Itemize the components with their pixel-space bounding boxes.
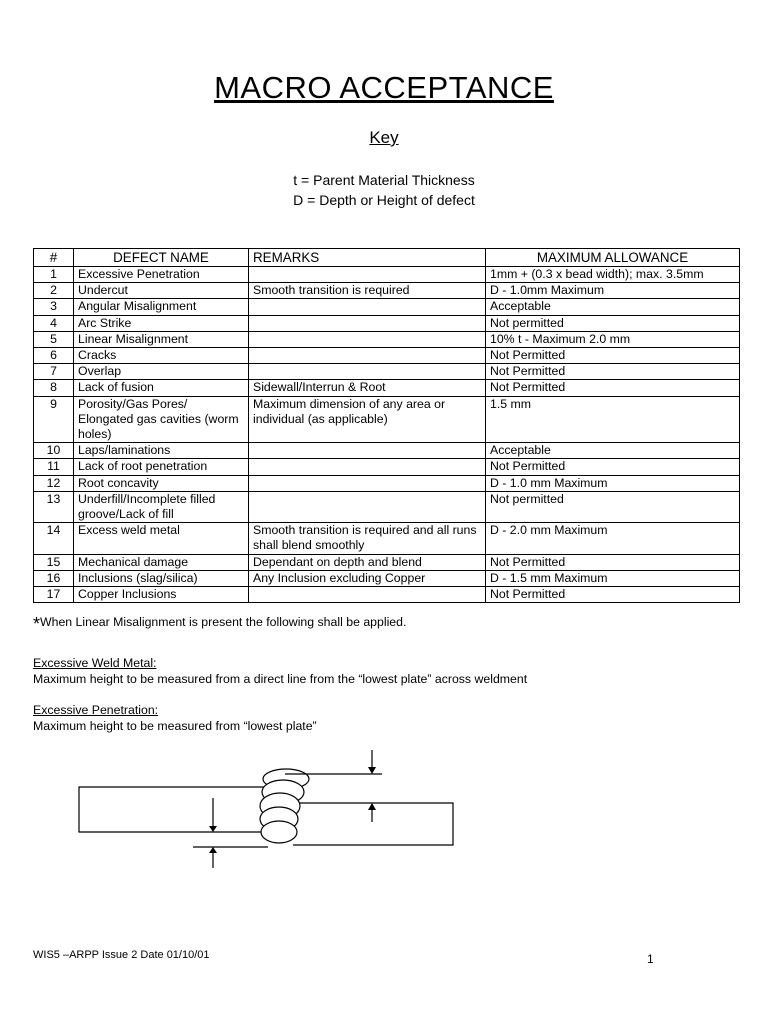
allowance-cell: Not Permitted — [486, 364, 740, 380]
defect-name-cell: Lack of root penetration — [74, 459, 249, 475]
remarks-cell — [249, 331, 486, 347]
defect-name-cell: Linear Misalignment — [74, 331, 249, 347]
allowance-cell: 1mm + (0.3 x bead width); max. 3.5mm — [486, 267, 740, 283]
key-heading: Key — [369, 128, 399, 147]
allowance-cell: Not permitted — [486, 491, 740, 522]
allowance-cell: Not permitted — [486, 315, 740, 331]
defect-name-cell: Underfill/Incomplete filled groove/Lack of fill — [74, 491, 249, 522]
defect-table — [33, 248, 740, 603]
remarks-cell — [249, 587, 486, 603]
table-row — [34, 443, 740, 459]
remarks-cell: Sidewall/Interrun & Root — [249, 380, 486, 396]
allowance-cell: Not Permitted — [486, 459, 740, 475]
defect-name-cell: Angular Misalignment — [74, 299, 249, 315]
row-number: 6 — [34, 348, 74, 364]
defect-name-cell: Undercut — [74, 283, 249, 299]
remarks-cell — [249, 443, 486, 459]
excessive-weld-metal-heading: Excessive Weld Metal: — [33, 656, 157, 670]
remarks-cell: Any Inclusion excluding Copper — [249, 570, 486, 586]
key-line-depth: D = Depth or Height of defect — [293, 192, 475, 208]
remarks-cell — [249, 491, 486, 522]
defect-name-cell: Excess weld metal — [74, 523, 249, 554]
linear-misalignment-note — [33, 614, 406, 635]
weld-bead-stack — [260, 769, 309, 843]
table-row — [34, 331, 740, 347]
table-row — [34, 554, 740, 570]
allowance-cell: 1.5 mm — [486, 396, 740, 443]
excessive-weld-metal-text: Maximum height to be measured from a direct line from the “lowest plate” across weldment — [33, 672, 528, 686]
row-number: 5 — [34, 331, 74, 347]
table-row — [34, 523, 740, 554]
row-number: 17 — [34, 587, 74, 603]
left-plate — [79, 787, 267, 832]
page-number: 1 — [647, 952, 654, 966]
remarks-cell — [249, 348, 486, 364]
defect-name-cell: Arc Strike — [74, 315, 249, 331]
weld-measurement-diagram — [0, 740, 768, 880]
allowance-cell: Acceptable — [486, 443, 740, 459]
row-number: 14 — [34, 523, 74, 554]
table-header-row — [34, 249, 740, 267]
defect-name-cell: Cracks — [74, 348, 249, 364]
table-row — [34, 570, 740, 586]
defect-name-cell: Root concavity — [74, 475, 249, 491]
row-number: 2 — [34, 283, 74, 299]
row-number: 1 — [34, 267, 74, 283]
table-row — [34, 396, 740, 443]
table-row — [34, 299, 740, 315]
table-row — [34, 348, 740, 364]
allowance-cell: D - 1.0 mm Maximum — [486, 475, 740, 491]
row-number: 7 — [34, 364, 74, 380]
column-header-remarks: REMARKS — [249, 249, 486, 267]
allowance-cell: Not Permitted — [486, 554, 740, 570]
row-number: 9 — [34, 396, 74, 443]
remarks-cell — [249, 267, 486, 283]
remarks-cell — [249, 475, 486, 491]
table-row — [34, 364, 740, 380]
table-row — [34, 283, 740, 299]
key-line-thickness: t = Parent Material Thickness — [293, 172, 475, 188]
arrowhead-down-icon — [209, 826, 217, 832]
arrowhead-up-icon — [368, 803, 376, 810]
defect-name-cell: Inclusions (slag/silica) — [74, 570, 249, 586]
column-header-maximum-allowance: MAXIMUM ALLOWANCE — [486, 249, 740, 267]
defect-table-body — [34, 267, 740, 603]
allowance-cell: D - 2.0 mm Maximum — [486, 523, 740, 554]
row-number: 16 — [34, 570, 74, 586]
remarks-cell — [249, 315, 486, 331]
table-row — [34, 491, 740, 522]
remarks-cell: Dependant on depth and blend — [249, 554, 486, 570]
defect-name-cell: Overlap — [74, 364, 249, 380]
defect-name-cell: Excessive Penetration — [74, 267, 249, 283]
row-number: 13 — [34, 491, 74, 522]
excessive-penetration-heading: Excessive Penetration: — [33, 703, 159, 717]
remarks-cell: Smooth transition is required — [249, 283, 486, 299]
page-title: MACRO ACCEPTANCE — [214, 70, 554, 105]
defect-name-cell: Mechanical damage — [74, 554, 249, 570]
note-text: When Linear Misalignment is present the following shall be applied. — [40, 615, 407, 629]
row-number: 15 — [34, 554, 74, 570]
table-row — [34, 587, 740, 603]
table-row — [34, 459, 740, 475]
table-row — [34, 475, 740, 491]
row-number: 11 — [34, 459, 74, 475]
row-number: 12 — [34, 475, 74, 491]
allowance-cell: Not Permitted — [486, 587, 740, 603]
defect-name-cell: Laps/laminations — [74, 443, 249, 459]
allowance-cell: 10% t - Maximum 2.0 mm — [486, 331, 740, 347]
remarks-cell — [249, 299, 486, 315]
remarks-cell: Smooth transition is required and all runs shall blend smoothly — [249, 523, 486, 554]
table-row — [34, 380, 740, 396]
remarks-cell — [249, 364, 486, 380]
defect-name-cell: Lack of fusion — [74, 380, 249, 396]
allowance-cell: D - 1.5 mm Maximum — [486, 570, 740, 586]
table-row — [34, 315, 740, 331]
column-header-defect-name: DEFECT NAME — [74, 249, 249, 267]
remarks-cell — [249, 459, 486, 475]
defect-name-cell: Copper Inclusions — [74, 587, 249, 603]
row-number: 3 — [34, 299, 74, 315]
arrowhead-down-icon — [368, 767, 376, 774]
allowance-cell: Acceptable — [486, 299, 740, 315]
row-number: 10 — [34, 443, 74, 459]
row-number: 4 — [34, 315, 74, 331]
asterisk-marker: * — [33, 614, 41, 634]
footer-reference: WIS5 –ARPP Issue 2 Date 01/10/01 — [33, 949, 210, 961]
allowance-cell: Not Permitted — [486, 380, 740, 396]
row-number: 8 — [34, 380, 74, 396]
table-row — [34, 267, 740, 283]
column-header-number: # — [34, 249, 74, 267]
allowance-cell: D - 1.0mm Maximum — [486, 283, 740, 299]
defect-name-cell: Porosity/Gas Pores/ Elongated gas cavities (worm holes) — [74, 396, 249, 443]
allowance-cell: Not Permitted — [486, 348, 740, 364]
remarks-cell: Maximum dimension of any area or individual (as applicable) — [249, 396, 486, 443]
arrowhead-up-icon — [209, 847, 217, 853]
excessive-penetration-text: Maximum height to be measured from “lowest plate” — [33, 719, 317, 733]
